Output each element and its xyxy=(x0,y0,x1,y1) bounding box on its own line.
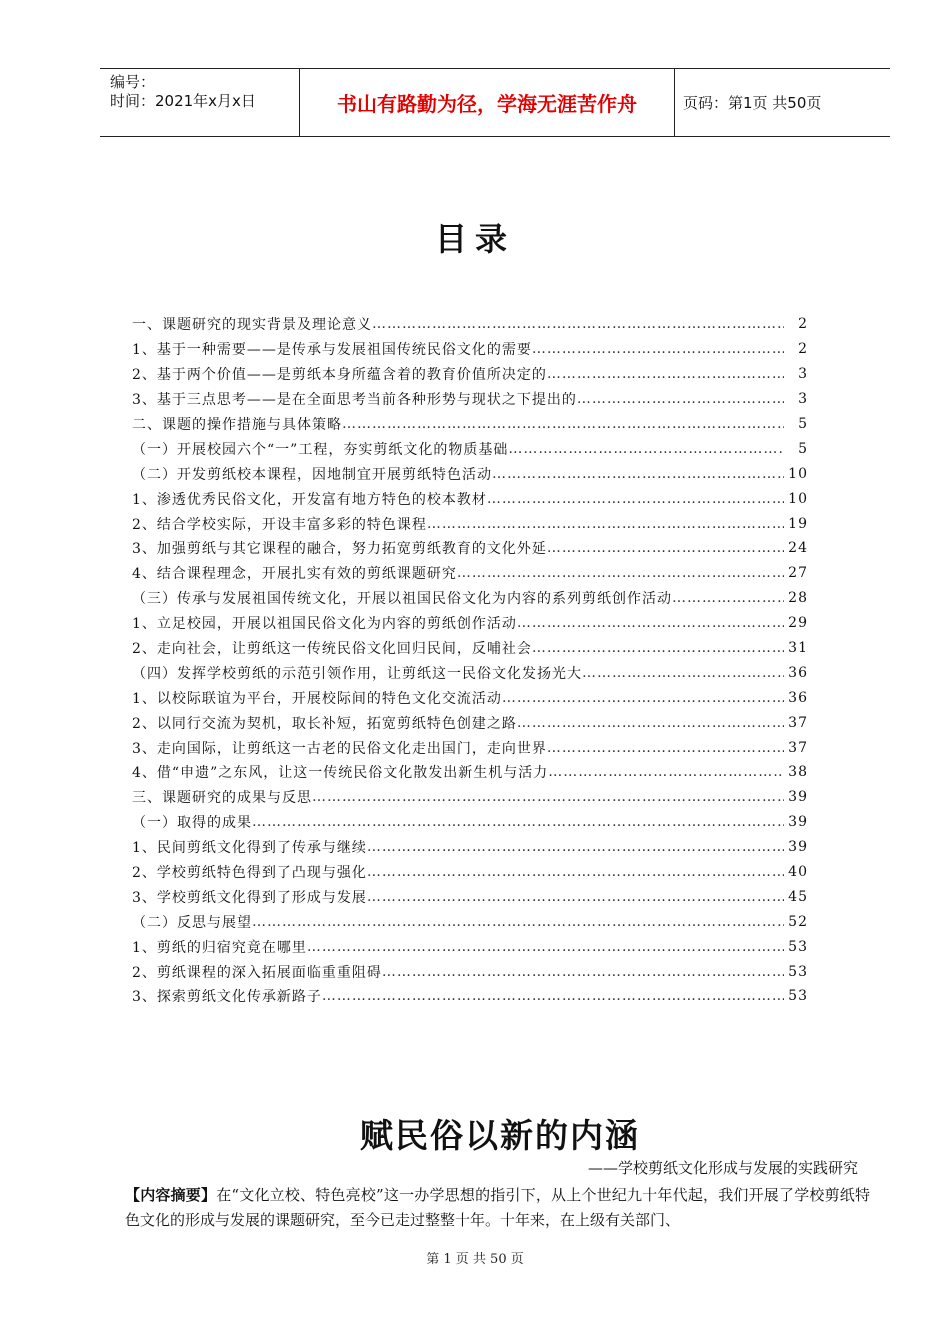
toc-leader-dots xyxy=(547,366,784,382)
abstract-text: 在“文化立校、特色亮校”这一办学思想的指引下，从上个世纪九十年代起，我们开展了学校剪纸特色文化的形成与发展的课题研究，至今已走过整整十年。十年来，在上级有关部门、 xyxy=(125,1186,870,1229)
toc-leader-dots xyxy=(252,914,784,930)
document-subtitle: ——学校剪纸文化形成与发展的实践研究 xyxy=(587,1159,858,1177)
toc-entry-page: 39 xyxy=(788,789,808,806)
toc-entry-text: 2、走向社会，让剪纸这一传统民俗文化回归民间，反哺社会 xyxy=(132,641,532,658)
toc-entry-page: 3 xyxy=(798,391,808,408)
toc-entry-page: 10 xyxy=(788,490,808,507)
toc-title: 目录 xyxy=(434,220,515,258)
toc-entry-text: 1、立足校园，开展以祖国民俗文化为内容的剪纸创作活动 xyxy=(132,616,517,633)
toc-entry-text: 2、学校剪纸特色得到了凸现与强化 xyxy=(132,865,367,882)
toc-entry[interactable] xyxy=(132,934,808,959)
toc-entry-text: （四）发挥学校剪纸的示范引领作用，让剪纸这一民俗文化发扬光大 xyxy=(132,665,582,682)
header-page-info: 页码：第1页 共50页 xyxy=(683,94,822,112)
toc-entry-page: 38 xyxy=(788,764,808,781)
toc-entry[interactable] xyxy=(132,685,808,710)
toc-leader-dots xyxy=(382,964,784,980)
toc-entry[interactable] xyxy=(132,959,808,984)
toc-entry-text: 4、结合课程理念，开展扎实有效的剪纸课题研究 xyxy=(132,566,457,583)
toc-entry[interactable] xyxy=(132,984,808,1009)
toc-entry[interactable] xyxy=(132,785,808,810)
toc-entry-page: 2 xyxy=(798,341,808,358)
toc-entry-page: 37 xyxy=(788,714,808,731)
toc-leader-dots xyxy=(582,665,784,681)
toc-entry-page: 5 xyxy=(798,440,808,457)
toc-entry-text: 2、结合学校实际，开设丰富多彩的特色课程 xyxy=(132,516,427,533)
number-label: 编号： xyxy=(110,73,156,91)
toc-entry[interactable] xyxy=(132,312,808,337)
toc-entry-page: 45 xyxy=(788,888,808,905)
toc-entry-page: 27 xyxy=(788,565,808,582)
toc-entry[interactable] xyxy=(132,561,808,586)
toc-leader-dots xyxy=(577,391,784,407)
toc-entry-page: 53 xyxy=(788,963,808,980)
toc-entry-page: 39 xyxy=(788,814,808,831)
toc-leader-dots xyxy=(547,540,784,556)
toc-entry-text: （三）传承与发展祖国传统文化，开展以祖国民俗文化为内容的系列剪纸创作活动 xyxy=(132,591,672,608)
toc-entry-text: 1、剪纸的归宿究竟在哪里 xyxy=(132,939,307,956)
toc-entry[interactable] xyxy=(132,611,808,636)
toc-entry-text: （一）取得的成果 xyxy=(132,815,252,832)
toc-leader-dots xyxy=(672,590,784,606)
toc-leader-dots xyxy=(508,441,784,457)
toc-entry-page: 31 xyxy=(788,640,808,657)
toc-entry[interactable] xyxy=(132,860,808,885)
toc-entry[interactable] xyxy=(132,636,808,661)
toc-entry-text: 三、课题研究的成果与反思 xyxy=(132,790,312,807)
toc-entry[interactable] xyxy=(132,835,808,860)
toc-entry[interactable] xyxy=(132,362,808,387)
toc-entry[interactable] xyxy=(132,710,808,735)
abstract-label: 【内容摘要】 xyxy=(125,1186,217,1204)
toc-leader-dots xyxy=(492,466,784,482)
toc-entry-text: 1、以校际联谊为平台，开展校际间的特色文化交流活动 xyxy=(132,690,502,707)
toc-entry-text: （二）反思与展望 xyxy=(132,914,252,931)
toc-entry-page: 36 xyxy=(788,664,808,681)
toc-entry[interactable] xyxy=(132,735,808,760)
toc-entry[interactable] xyxy=(132,884,808,909)
toc-entry-page: 24 xyxy=(788,540,808,557)
toc-entry-text: 3、加强剪纸与其它课程的融合，努力拓宽剪纸教育的文化外延 xyxy=(132,541,547,558)
toc-entry-text: 二、课题的操作措施与具体策略 xyxy=(132,417,342,433)
page-header-table xyxy=(100,68,890,137)
toc-entry-page: 2 xyxy=(798,316,808,333)
toc-leader-dots xyxy=(307,939,784,955)
toc-entry[interactable] xyxy=(132,760,808,785)
toc-entry-text: 3、探索剪纸文化传承新路子 xyxy=(132,989,322,1006)
toc-leader-dots xyxy=(532,640,784,656)
table-of-contents xyxy=(132,312,808,1009)
toc-leader-dots xyxy=(457,565,784,581)
toc-entry-page: 5 xyxy=(798,416,808,432)
abstract-paragraph xyxy=(125,1183,870,1233)
date-label: 时间：2021年x月x日 xyxy=(110,92,256,110)
toc-leader-dots xyxy=(367,889,784,905)
toc-entry-page: 36 xyxy=(788,689,808,706)
toc-leader-dots xyxy=(312,789,784,805)
toc-entry-text: 2、以同行交流为契机，取长补短，拓宽剪纸特色创建之路 xyxy=(132,715,517,732)
toc-entry-page: 53 xyxy=(788,988,808,1005)
toc-entry-text: 1、民间剪纸文化得到了传承与继续 xyxy=(132,840,367,857)
toc-entry-page: 37 xyxy=(788,739,808,756)
toc-entry-text: 3、基于三点思考——是在全面思考当前各种形势与现状之下提出的 xyxy=(132,392,577,409)
header-meta-cell xyxy=(100,69,300,136)
toc-leader-dots xyxy=(487,491,784,507)
toc-entry-page: 53 xyxy=(788,938,808,955)
toc-entry-text: 2、剪纸课程的深入拓展面临重重阻碍 xyxy=(132,964,382,981)
toc-entry[interactable] xyxy=(132,337,808,362)
toc-entry[interactable] xyxy=(132,412,808,437)
toc-entry-text: 1、基于一种需要——是传承与发展祖国传统民俗文化的需要 xyxy=(132,342,532,359)
toc-entry[interactable] xyxy=(132,536,808,561)
toc-entry-text: 4、借“申遗”之东风，让这一传统民俗文化散发出新生机与活力 xyxy=(132,765,549,782)
toc-entry[interactable] xyxy=(132,810,808,835)
toc-entry-text: 2、基于两个价值——是剪纸本身所蕴含着的教育价值所决定的 xyxy=(132,367,547,384)
toc-entry-page: 29 xyxy=(788,615,808,632)
toc-leader-dots xyxy=(502,690,784,706)
page-footer: 第 1 页 共 50 页 xyxy=(426,1252,524,1267)
toc-entry-text: 1、渗透优秀民俗文化，开发富有地方特色的校本教材 xyxy=(132,491,487,508)
toc-entry[interactable] xyxy=(132,909,808,934)
toc-leader-dots xyxy=(427,516,784,532)
toc-entry-page: 52 xyxy=(788,913,808,930)
toc-entry-page: 19 xyxy=(788,515,808,532)
toc-entry-page: 28 xyxy=(788,590,808,607)
toc-entry-text: （一）开展校园六个“一”工程，夯实剪纸文化的物质基础 xyxy=(132,441,509,458)
toc-entry-page: 40 xyxy=(788,864,808,881)
toc-entry-page: 10 xyxy=(788,465,808,482)
header-motto: 书山有路勤为径，学海无涯苦作舟 xyxy=(300,69,675,136)
toc-entry[interactable] xyxy=(132,660,808,685)
toc-leader-dots xyxy=(517,615,784,631)
toc-entry-text: 3、走向国际，让剪纸这一古老的民俗文化走出国门，走向世界 xyxy=(132,740,547,757)
toc-entry[interactable] xyxy=(132,461,808,486)
toc-leader-dots xyxy=(322,988,784,1004)
toc-leader-dots xyxy=(532,341,784,357)
toc-leader-dots xyxy=(517,715,784,731)
toc-entry[interactable] xyxy=(132,586,808,611)
toc-entry-page: 3 xyxy=(798,366,808,383)
toc-entry-text: 一、课题研究的现实背景及理论意义 xyxy=(132,317,372,334)
toc-entry-page: 39 xyxy=(788,839,808,856)
toc-entry[interactable] xyxy=(132,486,808,511)
toc-entry[interactable] xyxy=(132,436,808,461)
toc-entry-text: 3、学校剪纸文化得到了形成与发展 xyxy=(132,889,367,906)
toc-entry-text: （二）开发剪纸校本课程，因地制宜开展剪纸特色活动 xyxy=(132,466,492,483)
toc-leader-dots xyxy=(342,416,784,432)
toc-leader-dots xyxy=(547,740,784,756)
toc-leader-dots xyxy=(252,814,784,830)
toc-leader-dots xyxy=(367,864,784,880)
toc-leader-dots xyxy=(548,764,784,780)
toc-leader-dots xyxy=(367,839,784,855)
document-title: 赋民俗以新的内涵 xyxy=(360,1116,640,1155)
toc-entry[interactable] xyxy=(132,387,808,412)
toc-entry[interactable] xyxy=(132,511,808,536)
toc-leader-dots xyxy=(372,316,784,332)
